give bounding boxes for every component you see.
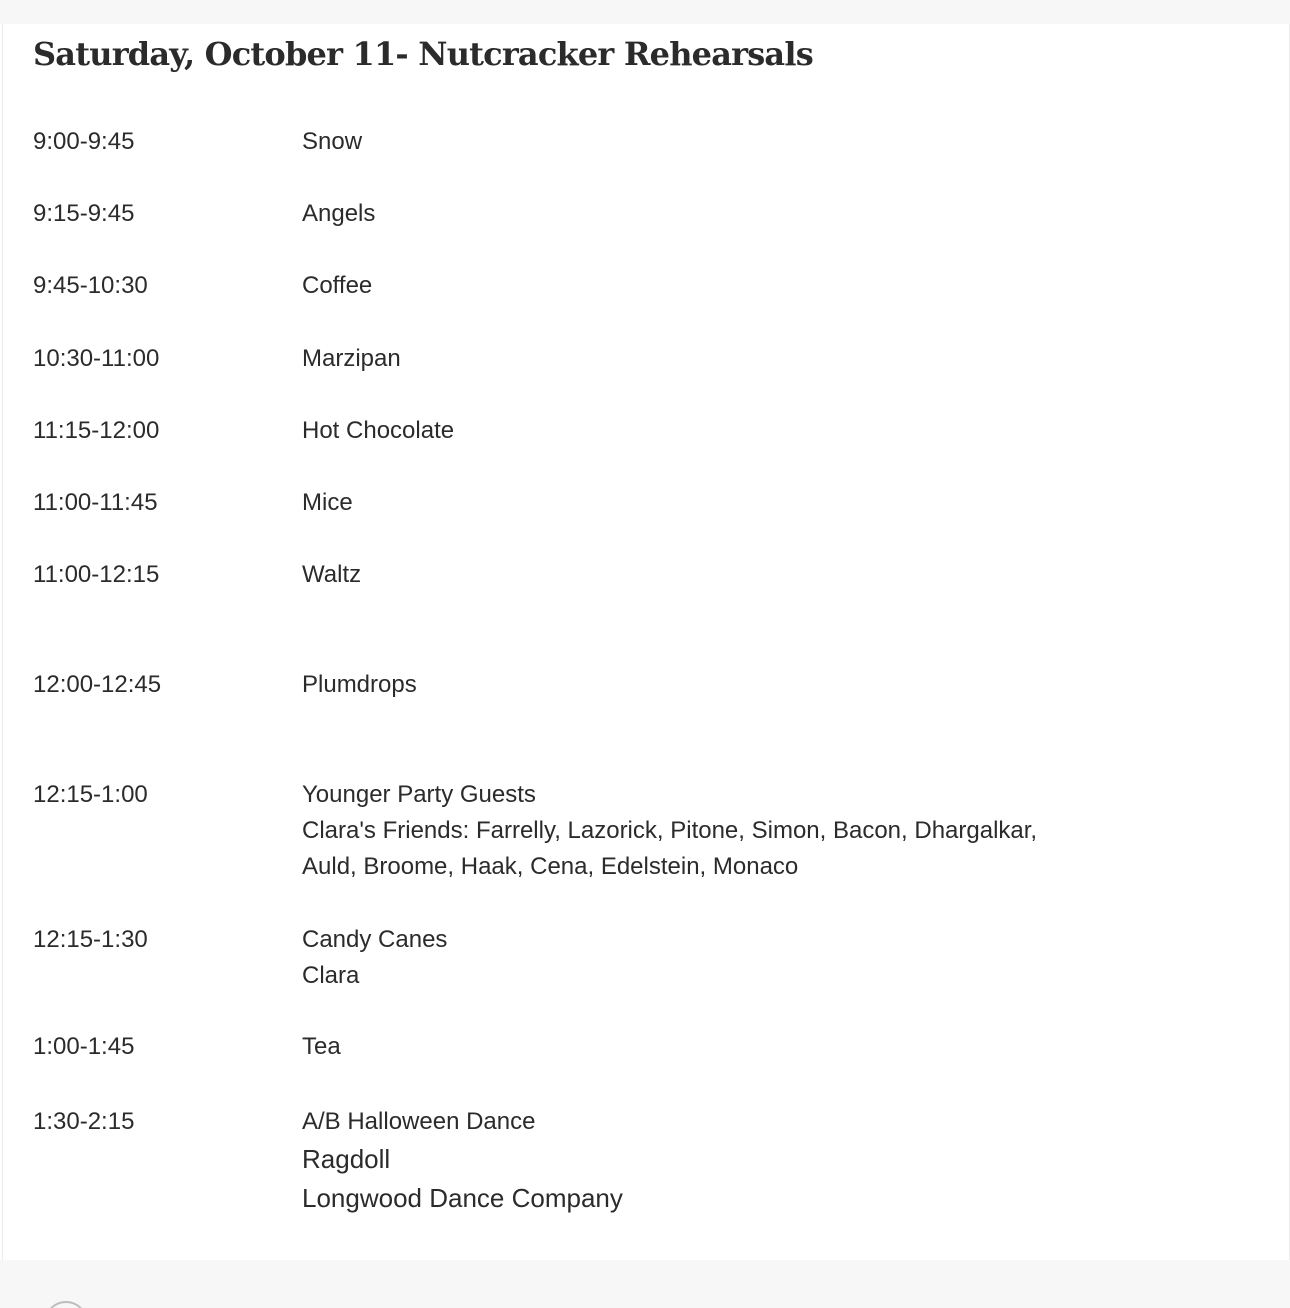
schedule-activity <box>302 413 454 449</box>
schedule-activity <box>302 777 1037 885</box>
activity-line: Auld, Broome, Haak, Cena, Edelstein, Monaco <box>302 853 799 880</box>
activity-line: Marzipan <box>302 345 401 372</box>
schedule-card <box>2 24 1290 1260</box>
activity-line: Ragdoll <box>302 1144 391 1174</box>
schedule-activity <box>302 124 362 160</box>
schedule-activity <box>302 667 417 703</box>
page-title: Saturday, October 11- Nutcracker Rehearsals <box>33 35 813 73</box>
schedule-time: 9:00-9:45 <box>33 128 135 155</box>
bottom-background-band <box>0 1260 1290 1308</box>
schedule-time: 12:00-12:45 <box>33 671 162 698</box>
schedule-time: 12:15-1:00 <box>33 781 148 808</box>
activity-line: Angels <box>302 200 376 227</box>
schedule-activity <box>302 485 353 521</box>
schedule-time: 10:30-11:00 <box>33 345 160 372</box>
schedule-activity <box>302 922 447 994</box>
activity-line: Mice <box>302 489 353 516</box>
schedule-activity <box>302 1029 341 1065</box>
activity-line: Clara <box>302 962 360 989</box>
activity-line: A/B Halloween Dance <box>302 1108 536 1135</box>
schedule-activity <box>302 557 361 593</box>
activity-line: Tea <box>302 1033 341 1060</box>
schedule-time: 11:15-12:00 <box>33 417 160 444</box>
schedule-activity <box>302 1104 623 1218</box>
top-background-band <box>0 0 1290 24</box>
schedule-time: 11:00-12:15 <box>33 561 160 588</box>
activity-line: Coffee <box>302 272 373 299</box>
activity-line: Candy Canes <box>302 926 448 953</box>
activity-line: Plumdrops <box>302 671 417 698</box>
activity-line: Snow <box>302 128 363 155</box>
schedule-time: 11:00-11:45 <box>33 489 158 516</box>
schedule-time: 12:15-1:30 <box>33 926 148 953</box>
schedule-activity <box>302 268 372 304</box>
schedule-time: 9:15-9:45 <box>33 200 135 227</box>
activity-line: Clara's Friends: Farrelly, Lazorick, Pitone, Simon, Bacon, Dhargalkar, <box>302 817 1038 844</box>
schedule-time: 1:30-2:15 <box>33 1108 135 1135</box>
schedule-time: 1:00-1:45 <box>33 1033 135 1060</box>
schedule-activity <box>302 196 375 232</box>
activity-line: Hot Chocolate <box>302 417 455 444</box>
activity-line: Waltz <box>302 561 362 588</box>
schedule-time: 9:45-10:30 <box>33 272 148 299</box>
activity-line: Longwood Dance Company <box>302 1183 623 1213</box>
activity-line: Younger Party Guests <box>302 781 536 808</box>
schedule-activity <box>302 341 401 377</box>
